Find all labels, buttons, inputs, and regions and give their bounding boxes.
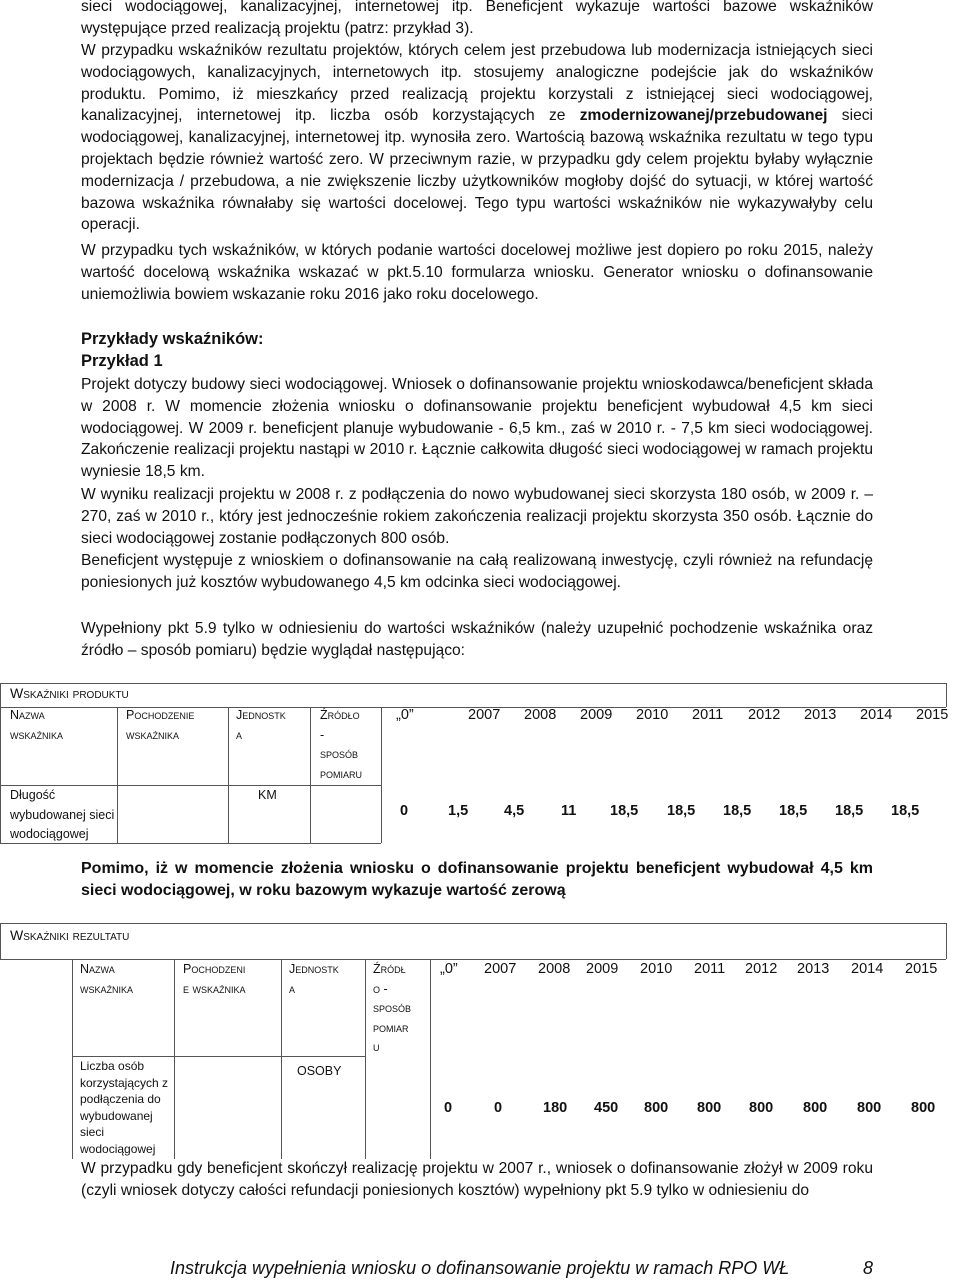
header-name <box>10 706 63 745</box>
text-span: sieci wodociągowej, kanalizacyjnej, internetowej itp. wynosiła zero. Wartością bazową wskaźnika rezultatu w tego typu projektach będzie również wartość zero. W przeciwnym razie, w przypadku gdy celem projektu byłaby wyłącznie modernizacja / przebudowa, a nie zwiększenie liczby użytkowników mogłoby dojść do sytuacji, w której wartość bazowa wskaźnika równałaby się wartości docelowej. Tego typu wartości wskaźników nie wykazywałyby celu operacji. <box>81 107 873 234</box>
header-line: pomiar <box>373 1020 409 1035</box>
value-cell: 450 <box>594 1100 619 1116</box>
row-name <box>80 1058 168 1157</box>
paragraph-connections: W wyniku realizacji projektu w 2008 r. z podłączenia do nowo wybudowanej sieci skorzysta 180 osób, w 2009 r. – 270, zaś w 2010 r., który jest jednocześnie rokiem zakończenia realizacji projektu skorzysta 350 osób. Łącznie do sieci wodociągowej zostanie podłączonych 800 osób. <box>81 486 873 547</box>
header-line: o - <box>373 981 388 996</box>
header-line: sposób <box>320 747 359 761</box>
year-cell: 2009 <box>586 961 619 977</box>
value-cell: 800 <box>803 1100 828 1116</box>
header-origin <box>126 706 194 745</box>
header-line: u <box>373 1040 380 1054</box>
paragraph-example-1: Projekt dotyczy budowy sieci wodociągowej. Wniosek o dofinansowanie projektu wnioskodawca/beneficjent składa w 2008 r. W momencie złożenia wniosku o dofinansowanie projektu beneficjent wybudował 4,5 km sieci wodociągowej. W 2009 r. beneficjent planuje wybudowanie - 6,5 km., zaś w 2010 r. - 7,5 km sieci wodociągowej. Zakończenie realizacji projektu nastąpi w 2010 r. Łącznie całkowita długość sieci wodociągowej w ramach projektu wyniesie 18,5 km. <box>81 376 873 481</box>
header-unit <box>289 960 339 999</box>
header-line: Pochodzeni <box>183 962 246 976</box>
year-cell: 2014 <box>860 707 893 723</box>
table-caption: Wskaźniki rezultatu <box>10 927 130 943</box>
paragraph-filled-point: Wypełniony pkt 5.9 tylko w odniesieniu do wartości wskaźników (należy uzupełnić pochodzenie wskaźnika oraz źródło – sposób pomiaru) będzie wyglądał następująco: <box>81 620 873 659</box>
year-cell: 2007 <box>484 961 517 977</box>
year-cell: 2015 <box>905 961 938 977</box>
year-cell: 2010 <box>640 961 673 977</box>
header-line: Źródło <box>320 708 360 722</box>
year-cell: 2012 <box>745 961 778 977</box>
example-1-heading: Przykład 1 <box>81 352 163 370</box>
header-source <box>320 706 362 784</box>
examples-heading: Przykłady wskaźników: <box>81 330 264 348</box>
row-unit: OSOBY <box>297 1064 342 1078</box>
row-name <box>10 786 114 845</box>
year-cell: 2011 <box>692 707 724 723</box>
header-line: Jednostk <box>236 708 286 722</box>
row-name-line: sieci <box>80 1125 105 1139</box>
header-line: Nazwa <box>80 962 115 976</box>
header-name <box>80 960 133 999</box>
year-cell: „0” <box>440 961 458 977</box>
value-cell: 800 <box>911 1100 936 1116</box>
value-cell: 1,5 <box>448 803 469 819</box>
paragraph-result-indicators <box>81 40 873 236</box>
header-line: Nazwa <box>10 708 45 722</box>
year-cell: 2013 <box>797 961 830 977</box>
header-line: - <box>320 727 325 742</box>
paragraph-case-2007: W przypadku gdy beneficjent skończył realizację projektu w 2007 r., wniosek o dofinansowanie złożył w 2009 roku (czyli wniosek dotyczy całości refundacji poniesionych kosztów) wypełniony pkt 5.9 tylko w odniesieniu do <box>81 1160 873 1199</box>
header-line: e wskaźnika <box>183 981 246 996</box>
row-name-line: wodociągowej <box>10 827 89 841</box>
header-line: pomiaru <box>320 766 363 781</box>
paragraph-beneficiary: Beneficjent występuje z wnioskiem o dofinansowanie na całą realizowaną inwestycję, czyli również na refundację poniesionych już kosztów wybudowanego 4,5 km odcinka sieci wodociągowej. <box>81 552 873 591</box>
value-cell: 18,5 <box>667 803 696 819</box>
row-name-line: korzystających z <box>80 1075 169 1090</box>
page-number: 8 <box>863 1258 874 1278</box>
value-cell: 18,5 <box>779 803 808 819</box>
row-unit: KM <box>258 788 277 802</box>
header-origin <box>183 960 245 999</box>
paragraph-intro: sieci wodociągowej, kanalizacyjnej, internetowej itp. Beneficjent wykazuje wartości bazowe wskaźników występujące przed realizacją projektu (patrz: przykład 3). <box>81 0 873 37</box>
header-line: Pochodzenie <box>126 708 195 722</box>
bold-term: zmodernizowanej/przebudowanej <box>579 107 828 125</box>
value-cell: 18,5 <box>835 803 864 819</box>
value-cell: 0 <box>494 1100 503 1116</box>
value-cell: 18,5 <box>891 803 920 819</box>
year-cell: 2007 <box>468 707 501 723</box>
text-span: W przypadku wskaźników rezultatu projektów, których celem jest przebudowa lub modernizacja istniejących sieci wodociągowych, kanalizacyjnych, internetowych itp. stosujemy analogiczne podejście jak do wskaźników produktu. Pomimo, iż mieszkańcy przed realizacją projektu korzystali z istniejącej sieci wodociągowej, kanalizacyjnej, internetowej itp. liczba osób korzystających ze <box>81 42 873 125</box>
value-cell: 800 <box>644 1100 669 1116</box>
year-cell: 2008 <box>538 961 571 977</box>
year-cell: 2008 <box>524 707 557 723</box>
row-name-line: podłączenia do <box>80 1092 161 1106</box>
header-line: sposób <box>373 1001 412 1015</box>
header-line: wskaźnika <box>126 727 180 742</box>
year-cell: 2015 <box>916 707 949 723</box>
header-line: wskaźnika <box>80 981 134 996</box>
year-cell: 2014 <box>851 961 884 977</box>
row-name-line: Liczba osób <box>80 1059 145 1073</box>
paragraph-target-year: W przypadku tych wskaźników, w których podanie wartości docelowej możliwe jest dopiero po roku 2015, należy wartość docelową wskaźnika wskazać w pkt.5.10 formularza wniosku. Generator wniosku o dofinansowanie uniemożliwia bowiem wskazanie roku 2016 jako roku docelowego. <box>81 242 873 303</box>
row-name-line: Długość <box>10 788 56 802</box>
value-cell: 800 <box>857 1100 882 1116</box>
header-line: a <box>236 727 243 742</box>
value-cell: 4,5 <box>504 803 525 819</box>
year-cell: 2010 <box>636 707 669 723</box>
table-caption: Wskaźniki produktu <box>10 685 129 701</box>
row-name-line: wybudowanej <box>80 1108 153 1123</box>
value-cell: 180 <box>543 1100 568 1116</box>
year-cell: 2009 <box>580 707 613 723</box>
row-name-line: wodociągowej <box>80 1141 156 1156</box>
header-source <box>373 960 411 1058</box>
header-line: Źródł <box>373 962 406 976</box>
header-line: a <box>289 981 296 996</box>
year-cell: 2013 <box>804 707 837 723</box>
note-zero-baseline: Pomimo, iż w momencie złożenia wniosku o dofinansowanie projektu beneficjent wybudował 4,5 km sieci wodociągowej, w roku bazowym wykazuje wartość zerową <box>81 860 873 899</box>
value-cell: 800 <box>749 1100 774 1116</box>
header-unit <box>236 706 286 745</box>
header-line: wskaźnika <box>10 727 64 742</box>
year-cell: 2011 <box>694 961 726 977</box>
value-cell: 0 <box>444 1100 453 1116</box>
value-cell: 800 <box>697 1100 722 1116</box>
value-cell: 18,5 <box>610 803 639 819</box>
year-cell: 2012 <box>748 707 781 723</box>
year-cell: „0” <box>396 707 414 723</box>
value-cell: 0 <box>400 803 409 819</box>
page-footer: Instrukcja wypełnienia wniosku o dofinansowanie projektu w ramach RPO WŁ <box>170 1258 790 1278</box>
row-name-line: wybudowanej sieci <box>10 807 115 822</box>
header-line: Jednostk <box>289 962 339 976</box>
value-cell: 18,5 <box>723 803 752 819</box>
value-cell: 11 <box>561 803 577 819</box>
